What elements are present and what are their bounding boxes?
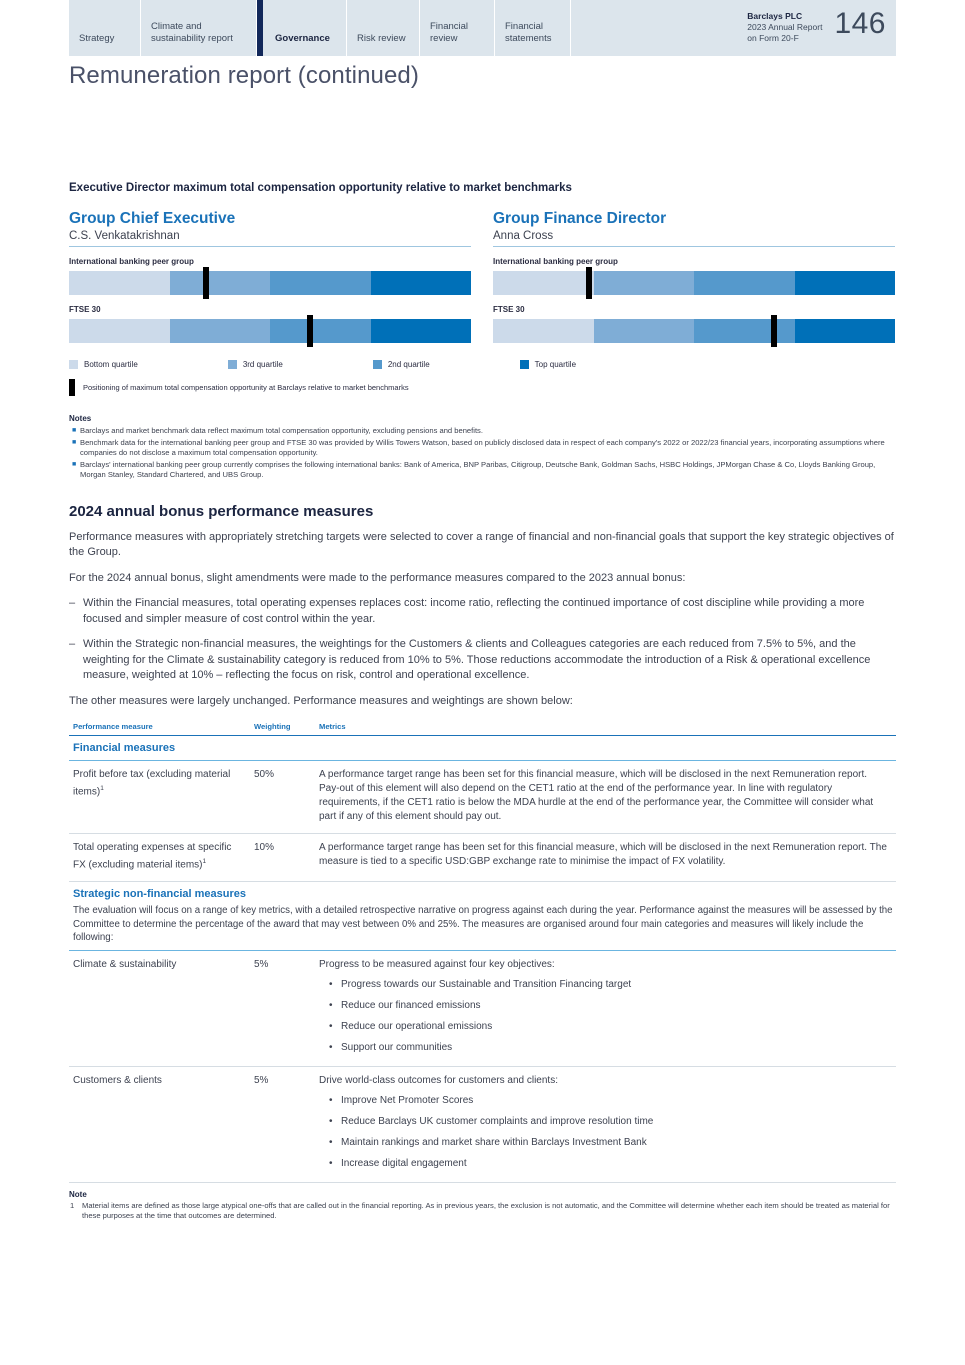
- table-row: [69, 834, 896, 882]
- report-identifier-text: [747, 8, 822, 44]
- note-item: [69, 438, 896, 459]
- nav-tab-financial-statements[interactable]: [495, 0, 571, 56]
- legend-label: 2nd quartile: [387, 360, 430, 369]
- quartile-segment-3rd: [594, 271, 695, 295]
- quartile-segment-3rd: [170, 319, 271, 343]
- nav-tab-climate-sustainability[interactable]: [141, 0, 257, 56]
- quartile-bar-international-peer-group: [69, 271, 471, 295]
- bullet-icon: ■: [72, 427, 77, 434]
- section-navigation-bar: [69, 0, 896, 56]
- cell-weighting: 50%: [254, 761, 319, 834]
- bar-label-international-peer-group: International banking peer group: [493, 257, 618, 266]
- table-group-description: The evaluation will focus on a range of key metrics, with a detailed retrospective narrative on progress against each during the year. Performance against the measures will be assessed by the Committee to determine the percentage of the award that may vest between 0% and 25%. The measures are organised around four main categories and measures will likely include the following:: [73, 905, 893, 944]
- metrics-bullet-item: • Reduce our financed emissions: [319, 999, 888, 1013]
- table-row: [69, 1066, 896, 1182]
- cell-performance-measure: [69, 761, 254, 834]
- legend-item-bottom-quartile: [69, 360, 138, 369]
- column-header-metrics: Metrics: [319, 719, 896, 736]
- nav-tab-strategy[interactable]: [69, 0, 141, 56]
- bonus-paragraph-2: For the 2024 annual bonus, slight amendments were made to the performance measures compared to the 2023 annual bonus:: [69, 571, 686, 584]
- cell-metrics: A performance target range has been set for this financial measure, which will be disclosed in the next Remuneration report. The measure is tied to a specific USD:GBP exchange rate to minimise the impact of FX volatility.: [319, 834, 896, 882]
- cell-metrics: [319, 950, 896, 1066]
- bullet-icon: ■: [72, 438, 77, 446]
- quartile-segment-top: [371, 319, 472, 343]
- footnote-text: Material items are defined as those large atypical one-offs that are called out in the financial reporting. As in previous years, the exclusion is not automatic, and the Committee will determine whether each item should be treated as material for these purposes at the time that outcomes are determined.: [82, 1200, 890, 1221]
- note-text: Barclays and market benchmark data reflect maximum total compensation opportunity, excluding pensions and benefits.: [80, 426, 483, 435]
- dash-icon: –: [69, 597, 76, 609]
- nav-tab-label: Risk review: [357, 32, 406, 44]
- bullet-icon: ■: [72, 460, 77, 468]
- company-name: Barclays PLC: [747, 11, 803, 21]
- table-header-row: [69, 719, 896, 736]
- bar-label-international-peer-group: International banking peer group: [69, 257, 194, 266]
- legend-label: Top quartile: [534, 360, 577, 369]
- table-row: [69, 761, 896, 834]
- legend-label: 3rd quartile: [242, 360, 283, 369]
- footnote-number: 1: [70, 1200, 75, 1210]
- bonus-section-title: 2024 annual bonus performance measures: [69, 502, 374, 520]
- quartile-segment-bottom: [493, 319, 594, 343]
- quartile-segment-bottom: [493, 271, 594, 295]
- bonus-dash-text: Within the Strategic non-financial measures, the weightings for the Customers & clients and Colleagues categories are each reduced from 7.5% to 5%, and the weighting for the Climate & sustainability category is reduced from 10% to 5%. Those reductions accommodate the introduction of a Risk & operational excellence measure, weighted at 10% – reflecting the focus on risk, control and operational excellence.: [83, 638, 871, 681]
- cell-weighting: 5%: [254, 950, 319, 1066]
- table-group-row-financial-measures: [69, 736, 896, 761]
- footnote-title: Note: [69, 1189, 87, 1199]
- nav-tab-label: Governance: [275, 32, 330, 44]
- nav-tab-label: Climate and sustainability report: [151, 21, 233, 44]
- quartile-segment-top: [371, 271, 472, 295]
- legend-item-top-quartile: [520, 360, 576, 369]
- footnote-ref: 1: [100, 785, 104, 792]
- quartile-segment-top: [795, 271, 896, 295]
- cell-weighting: 5%: [254, 1066, 319, 1182]
- quartile-segment-top: [795, 319, 896, 343]
- bar-label-ftse-30: FTSE 30: [69, 305, 101, 314]
- nav-tab-label: Strategy: [79, 32, 115, 44]
- exec-role-title: Group Finance Director: [493, 210, 667, 227]
- cell-performance-measure: Customers & clients: [69, 1066, 254, 1182]
- legend-label: Bottom quartile: [84, 360, 138, 369]
- legend-item-3rd-quartile: [228, 360, 283, 369]
- page-title: Remuneration report (continued): [69, 62, 419, 89]
- table-row: [69, 950, 896, 1066]
- bonus-section: [69, 503, 896, 710]
- exec-role-title: Group Chief Executive: [69, 210, 236, 227]
- quartile-bar-ftse-30: [69, 319, 471, 343]
- quartile-segment-bottom: [69, 319, 170, 343]
- position-marker-icon: [69, 379, 75, 396]
- legend-item-2nd-quartile: [373, 360, 430, 369]
- metrics-intro: Drive world-class outcomes for customers and clients:: [319, 1074, 558, 1086]
- marker-legend-label: Positioning of maximum total compensation opportunity at Barclays relative to market benchmarks: [83, 383, 409, 392]
- position-marker: [586, 267, 592, 299]
- quartile-bar-ftse-30: [493, 319, 895, 343]
- note-item: [69, 460, 896, 481]
- dash-icon: –: [69, 638, 76, 650]
- nav-tab-label: Financial statements: [505, 21, 552, 44]
- quartile-segment-3rd: [594, 319, 695, 343]
- table-group-label: Strategic non-financial measures: [73, 888, 246, 901]
- quartile-segment-2nd: [270, 319, 371, 343]
- table-group-row-strategic-non-financial-measures: [69, 882, 896, 951]
- report-line-1: 2023 Annual Report: [747, 22, 823, 32]
- bonus-paragraph-1: Performance measures with appropriately stretching targets were selected to cover a range of financial and non-financial goals that support the key strategic objectives of the Group.: [69, 530, 894, 558]
- metrics-bullet-item: • Progress towards our Sustainable and Transition Financing target: [319, 978, 888, 992]
- quartile-segment-2nd: [694, 319, 795, 343]
- quartile-bar-international-peer-group: [493, 271, 895, 295]
- legend-swatch-icon: [520, 360, 529, 369]
- note-text: Benchmark data for the international banking peer group and FTSE 30 was provided by Willis Towers Watson, based on publicly disclosed data in respect of each company's 2022 or 2022/23 financial years, incorporating assumptions where companies do not disclose a maximum total compensation opportunity.: [80, 437, 885, 457]
- metrics-bullet-list: [319, 978, 888, 1055]
- nav-tab-risk-review[interactable]: [347, 0, 420, 56]
- notes-title: Notes: [69, 414, 92, 423]
- page-content: [69, 182, 896, 1222]
- quartile-segment-2nd: [270, 271, 371, 295]
- metrics-bullet-item: • Reduce our operational emissions: [319, 1020, 888, 1034]
- metrics-bullet-item: • Improve Net Promoter Scores: [319, 1094, 888, 1108]
- performance-measures-table: [69, 719, 896, 1183]
- note-text: Barclays' international banking peer group currently comprises the following international banks: Bank of America, BNP Paribas, Citigroup, Deutsche Bank, Goldman Sachs, HSBC Holdings, JPMorgan Chase & Co, Lloyds Banking Group, Morgan Stanley, Standard Chartered, and UBS Group.: [80, 459, 876, 479]
- compensation-columns: [69, 210, 896, 343]
- exec-name: C.S. Venkatakrishnan: [69, 230, 471, 247]
- compensation-section-heading: Executive Director maximum total compensation opportunity relative to market benchmarks: [69, 182, 572, 194]
- notes-block: [69, 414, 896, 481]
- bar-label-ftse-30: FTSE 30: [493, 305, 525, 314]
- bonus-dash-item-1: [69, 596, 896, 627]
- cell-metrics: [319, 1066, 896, 1182]
- metrics-bullet-item: • Support our communities: [319, 1041, 888, 1055]
- nav-tab-financial-review[interactable]: [420, 0, 495, 56]
- table-group-cell: [69, 882, 896, 951]
- column-header-performance-measure: Performance measure: [69, 719, 254, 736]
- quartile-segment-3rd: [170, 271, 271, 295]
- table-group-label: Financial measures: [73, 742, 176, 754]
- bonus-dash-item-2: [69, 637, 896, 684]
- metrics-intro: Progress to be measured against four key objectives:: [319, 958, 555, 970]
- table-group-cell: [69, 736, 896, 761]
- compensation-column-group-chief-executive: [69, 210, 471, 343]
- cell-performance-measure: [69, 834, 254, 882]
- measure-text: Profit before tax (excluding material items): [73, 769, 231, 798]
- legend-swatch-icon: [228, 360, 237, 369]
- marker-legend: [69, 379, 896, 396]
- exec-name: Anna Cross: [493, 230, 895, 247]
- quartile-segment-bottom: [69, 271, 170, 295]
- column-header-weighting: Weighting: [254, 719, 319, 736]
- cell-performance-measure: Climate & sustainability: [69, 950, 254, 1066]
- page-number: 146: [834, 7, 886, 40]
- bonus-dash-text: Within the Financial measures, total operating expenses replaces cost: income ratio, reflecting the continued importance of cost discipline while providing a more focused and simpler measure of cost control within the year.: [83, 597, 865, 625]
- report-line-2: on Form 20-F: [747, 33, 799, 43]
- metrics-bullet-item: • Maintain rankings and market share within Barclays Investment Bank: [319, 1136, 888, 1150]
- footnote-item: [69, 1201, 896, 1222]
- footnote-ref: 1: [202, 858, 207, 865]
- cell-metrics: A performance target range has been set for this financial measure, which will be disclosed in the next Remuneration report. Pay-out of this element will also depend on the CET1 ratio at the end of the performance year. In line with regulatory requirements, if the CET1 ratio is below the MDA hurdle at the end of the performance year, the Committee will consider what part if any of this element should pay out.: [319, 761, 896, 834]
- position-marker: [771, 315, 777, 347]
- cell-weighting: 10%: [254, 834, 319, 882]
- quartile-legend: [69, 360, 896, 369]
- legend-swatch-icon: [373, 360, 382, 369]
- metrics-bullet-item: • Reduce Barclays UK customer complaints and improve resolution time: [319, 1115, 888, 1129]
- metrics-bullet-list: [319, 1094, 888, 1171]
- measure-text: Total operating expenses at specific FX (excluding material items): [73, 842, 232, 871]
- compensation-column-group-finance-director: [493, 210, 895, 343]
- footnote-block: [69, 1190, 896, 1222]
- note-item: [69, 426, 896, 437]
- legend-swatch-icon: [69, 360, 78, 369]
- report-identifier: [747, 8, 886, 44]
- nav-tab-governance[interactable]: [257, 0, 347, 56]
- nav-tab-label: Financial review: [430, 21, 469, 44]
- position-marker: [307, 315, 313, 347]
- bonus-paragraph-3: The other measures were largely unchanged. Performance measures and weightings are shown below:: [69, 694, 573, 707]
- metrics-bullet-item: • Increase digital engagement: [319, 1157, 888, 1171]
- position-marker: [203, 267, 209, 299]
- quartile-segment-2nd: [694, 271, 795, 295]
